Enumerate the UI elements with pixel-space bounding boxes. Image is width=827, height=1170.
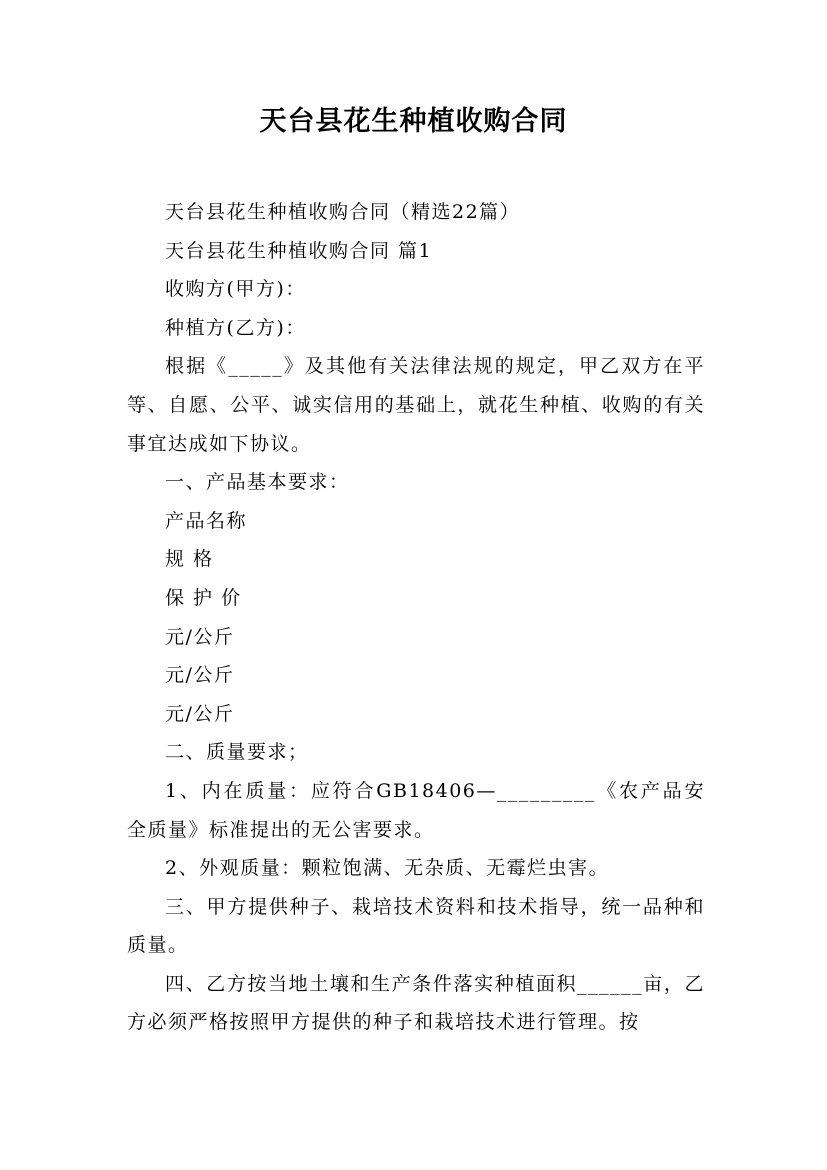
paragraph-subtitle: 天台县花生种植收购合同（精选22篇）	[165, 201, 521, 223]
paragraph-clause-2-heading: 二、质量要求；	[165, 741, 309, 764]
paragraph-price-unit-1: 元/公斤	[165, 625, 235, 648]
paragraph-spec: 规 格	[165, 548, 214, 571]
paragraph-internal-quality: 1、内在质量：应符合GB18406—_________《农产品安全质量》标准提出的无公害要求。	[127, 779, 705, 841]
paragraph-preamble: 根据《_____》及其他有关法律法规的规定，甲乙双方在平等、自愿、公平、诚实信用的基础上，就花生种植、收购的有关事宜达成如下协议。	[127, 355, 705, 455]
paragraph-section-heading: 天台县花生种植收购合同 篇1	[165, 239, 433, 262]
paragraph-price-unit-3: 元/公斤	[165, 702, 235, 725]
paragraph-price-unit-2: 元/公斤	[165, 664, 235, 687]
paragraph-buyer: 收购方(甲方)：	[165, 278, 306, 301]
paragraph-clause-1-heading: 一、产品基本要求：	[165, 471, 350, 494]
paragraph-guaranteed-price: 保 护 价	[165, 586, 242, 609]
paragraph-grower: 种植方(乙方)：	[165, 316, 306, 339]
paragraph-external-quality: 2、外观质量：颗粒饱满、无杂质、无霉烂虫害。	[165, 857, 610, 880]
document-body	[127, 193, 705, 1042]
paragraph-clause-4: 四、乙方按当地土壤和生产条件落实种植面积______亩，乙方必须严格按照甲方提供的种子和栽培技术进行管理。按	[127, 972, 705, 1034]
document-title: 天台县花生种植收购合同	[259, 106, 568, 137]
paragraph-clause-3: 三、甲方提供种子、栽培技术资料和技术指导，统一品种和质量。	[127, 895, 705, 957]
paragraph-product-name: 产品名称	[165, 509, 248, 532]
